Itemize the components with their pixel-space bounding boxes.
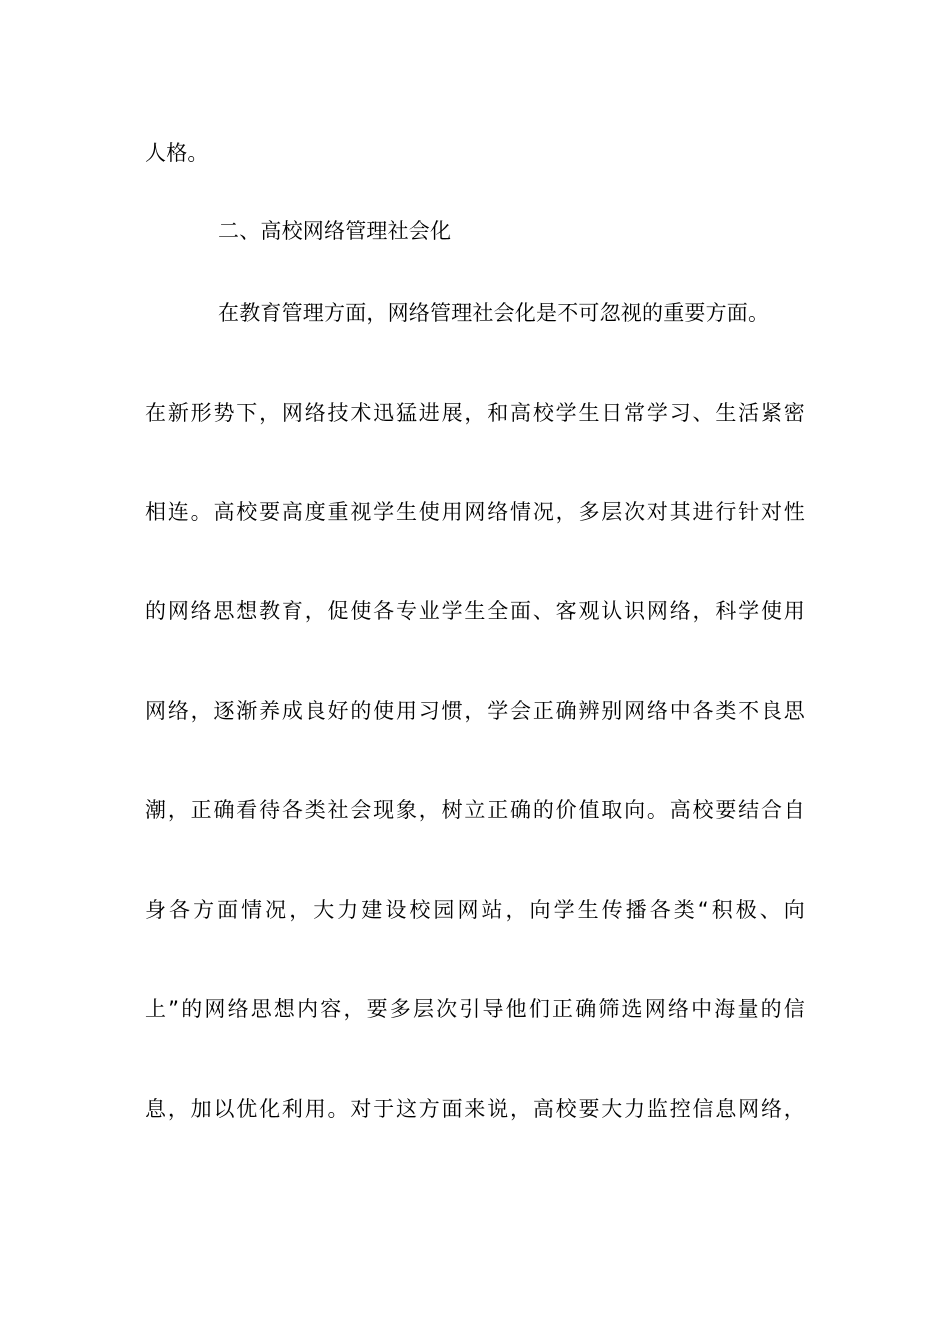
paragraph-line: 相连。高校要高度重视学生使用网络情况，多层次对其进行针对性 — [145, 500, 805, 524]
paragraph-continuation-line: 人格。 — [145, 141, 209, 165]
paragraph-line: 息，加以优化利用。对于这方面来说，高校要大力监控信息网络， — [145, 1097, 805, 1121]
paragraph-line: 身各方面情况，大力建设校园网站，向学生传播各类“积极、向 — [145, 898, 805, 922]
section-heading: 二、高校网络管理社会化 — [218, 219, 452, 243]
paragraph-line: 的网络思想教育，促使各专业学生全面、客观认识网络，科学使用 — [145, 599, 805, 623]
paragraph-line: 网络，逐渐养成良好的使用习惯，学会正确辨别网络中各类不良思 — [145, 699, 805, 723]
paragraph-line: 在新形势下，网络技术迅猛进展，和高校学生日常学习、生活紧密 — [145, 401, 805, 425]
paragraph-line: 上”的网络思想内容，要多层次引导他们正确筛选网络中海量的信 — [145, 997, 805, 1021]
paragraph-line: 潮，正确看待各类社会现象，树立正确的价值取向。高校要结合自 — [145, 798, 805, 822]
paragraph-first-line: 在教育管理方面，网络管理社会化是不可忽视的重要方面。 — [218, 301, 770, 325]
